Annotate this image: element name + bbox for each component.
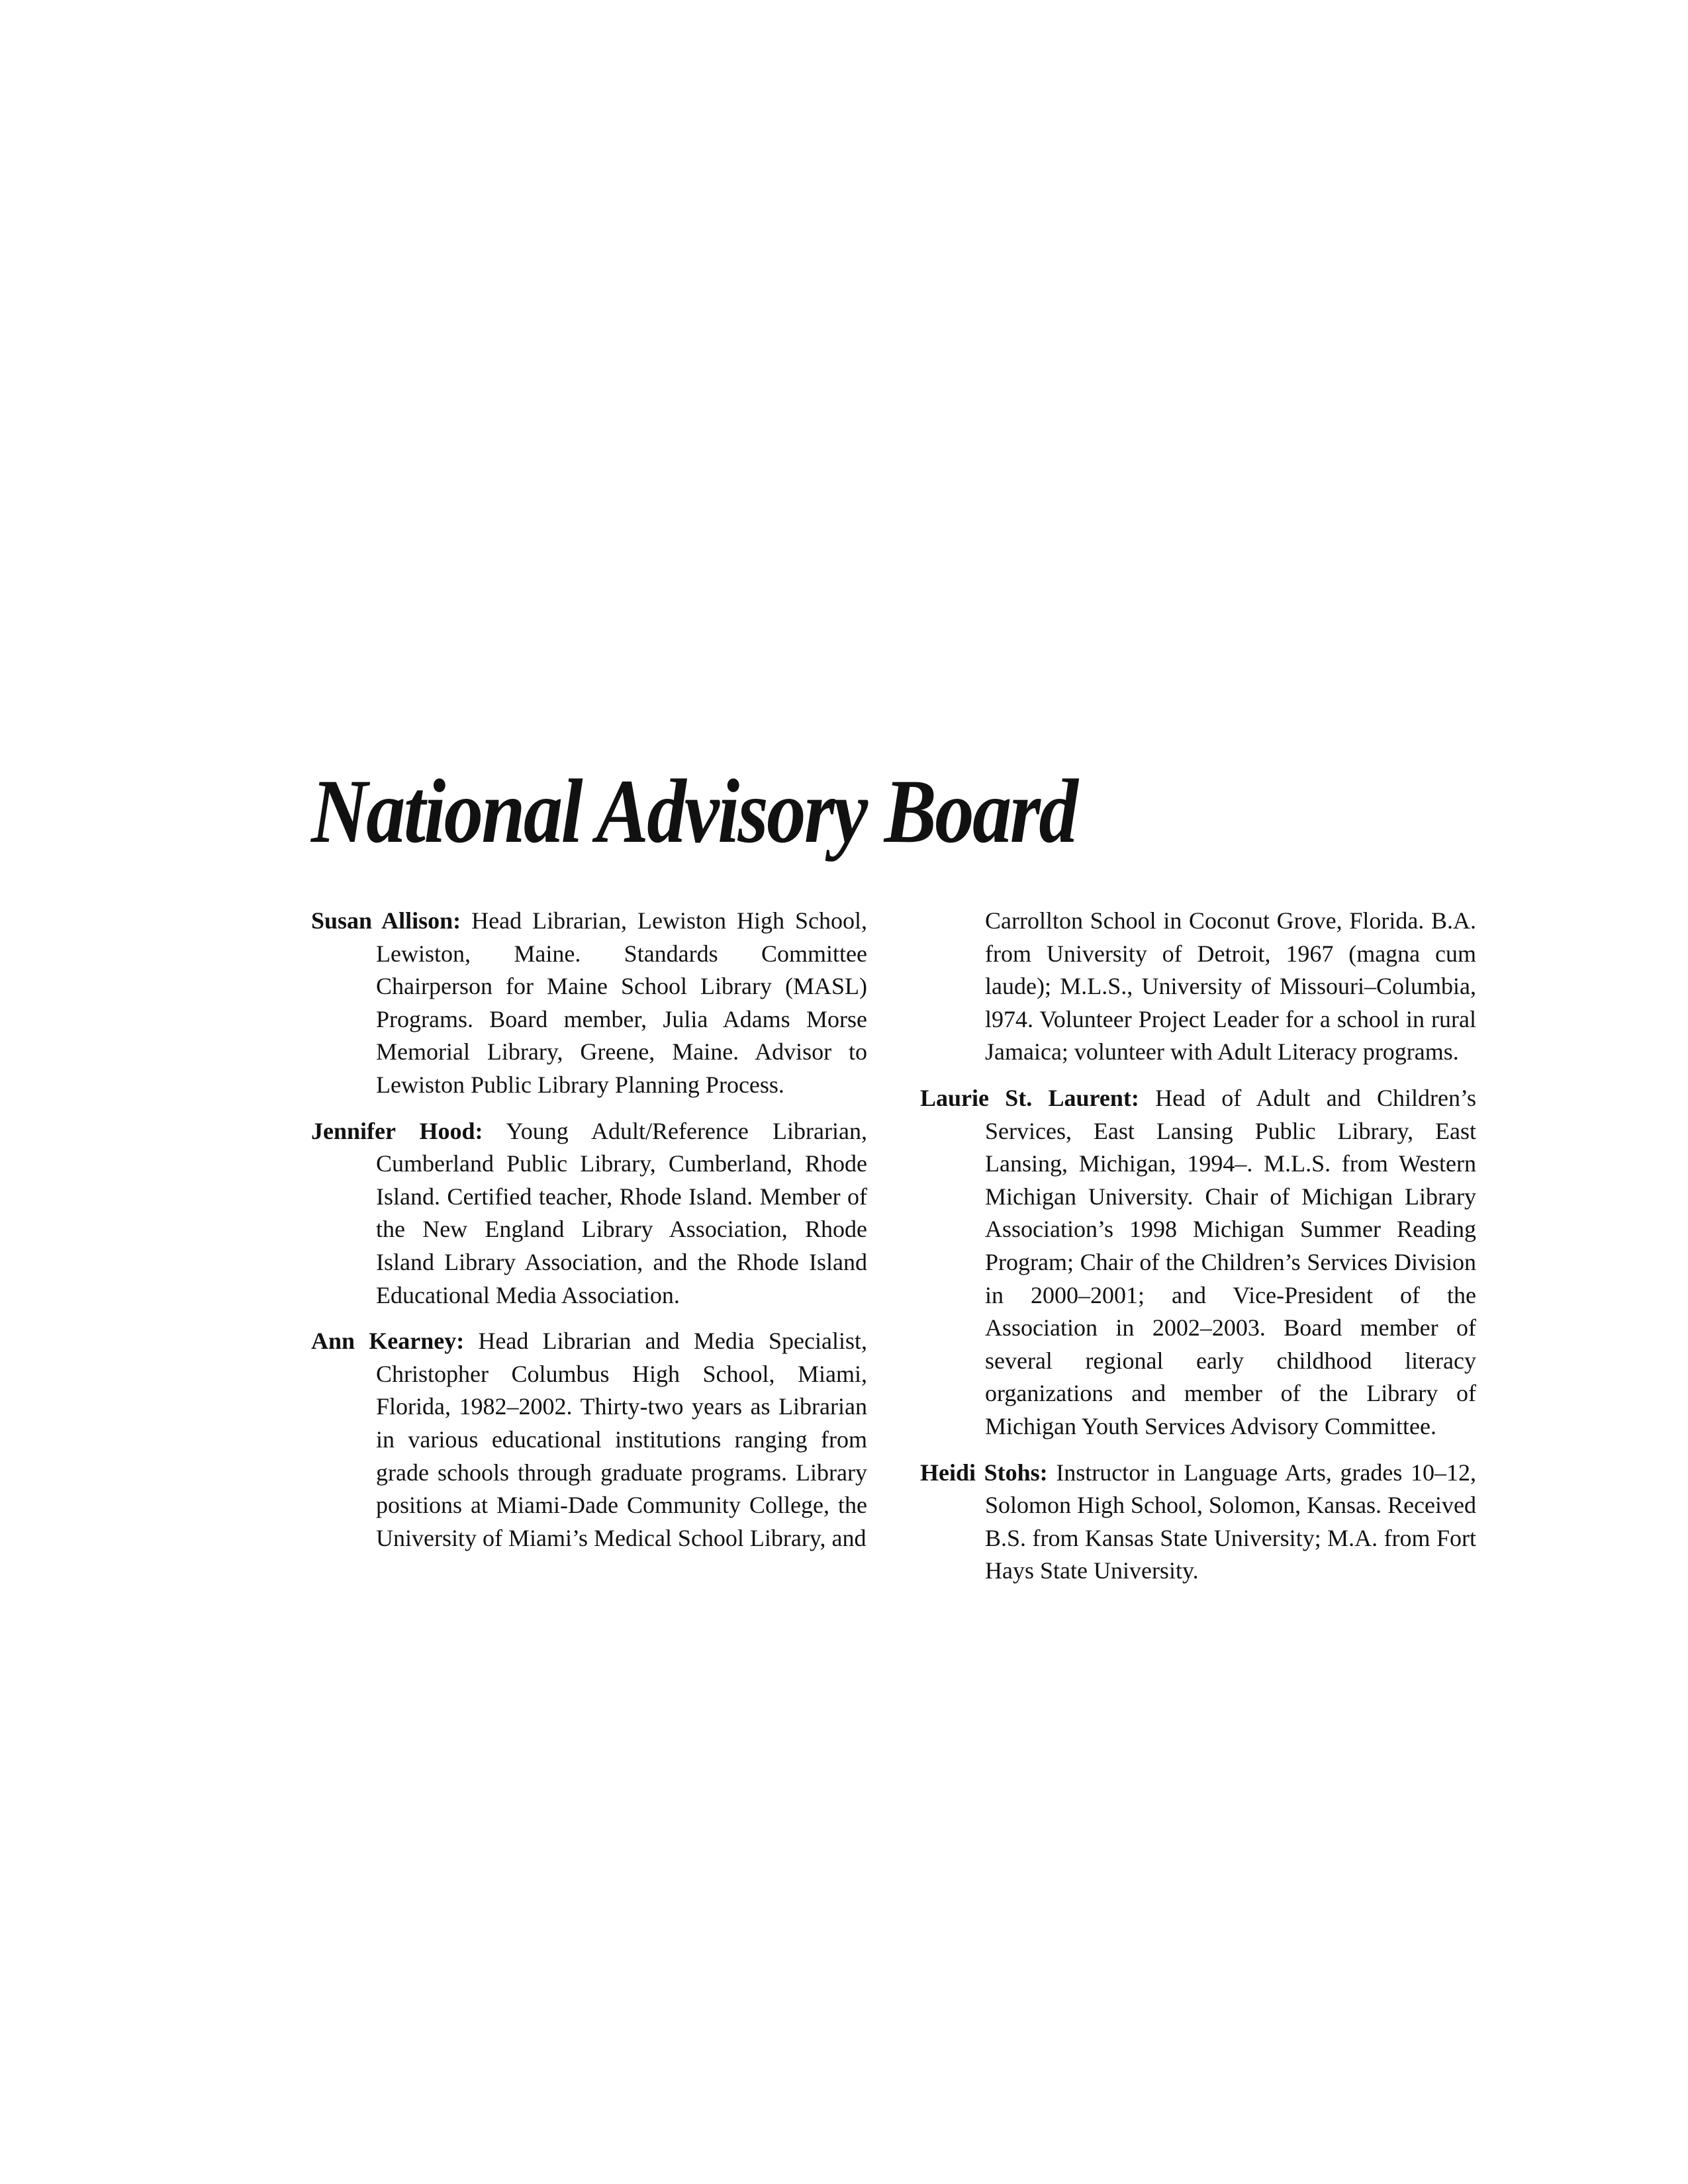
member-name: Susan Allison:: [311, 907, 461, 934]
member-bio: Head Librarian and Media Specialist, Christopher Columbus High School, Miami, Florida, 1982–2002. Thirty-two years as Librarian in various educational institutions ranging from grade schools through graduate programs. Library positions at Miami-Dade Community College, the University of Miami’s Medical School Library, and: [376, 1328, 867, 1551]
member-bio: Head of Adult and Children’s Services, East Lansing Public Library, East Lansing, Michigan, 1994–. M.L.S. from Western Michigan University. Chair of Michigan Library Association’s 1998 Michigan Summer Reading Program; Chair of the Children’s Services Division in 2000–2001; and Vice-President of the Association in 2002–2003. Board member of several regional early childhood literacy organizations and member of the Library of Michigan Youth Services Advisory Committee.: [985, 1084, 1477, 1439]
member-name: Heidi Stohs:: [920, 1459, 1048, 1486]
board-member-entry-continued: [920, 905, 1476, 1069]
member-bio: Instructor in Language Arts, grades 10–12, Solomon High School, Solomon, Kansas. Received B.S. from Kansas State University; M.A. from Fort Hays State University.: [985, 1459, 1476, 1584]
board-member-entry: [311, 905, 867, 1102]
member-name: Ann Kearney:: [311, 1328, 465, 1355]
board-member-entry: [311, 1115, 867, 1312]
page-title: National Advisory Board: [311, 760, 1077, 862]
member-bio-continued: Carrollton School in Coconut Grove, Florida. B.A. from University of Detroit, 1967 (magna cum laude); M.L.S., University of Missouri–Columbia, l974. Volunteer Project Leader for a school in rural Jamaica; volunteer with Adult Literacy programs.: [985, 907, 1476, 1066]
member-name: Jennifer Hood:: [311, 1117, 483, 1144]
board-member-entry: [311, 1325, 867, 1555]
left-column: [311, 905, 867, 1568]
right-column: [920, 905, 1476, 1601]
member-bio: Young Adult/Reference Librarian, Cumberland Public Library, Cumberland, Rhode Island. Certified teacher, Rhode Island. Member of the New England Library Association, Rhode Island Library Association, and the Rhode Island Educational Media Association.: [376, 1117, 867, 1308]
board-member-entry: [920, 1082, 1476, 1443]
board-member-entry: [920, 1457, 1476, 1588]
member-name: Laurie St. Laurent:: [920, 1084, 1139, 1111]
member-bio: Head Librarian, Lewiston High School, Lewiston, Maine. Standards Committee Chairperson for Maine School Library (MASL) Programs. Board member, Julia Adams Morse Memorial Library, Greene, Maine. Advisor to Lewiston Public Library Planning Process.: [376, 907, 867, 1098]
